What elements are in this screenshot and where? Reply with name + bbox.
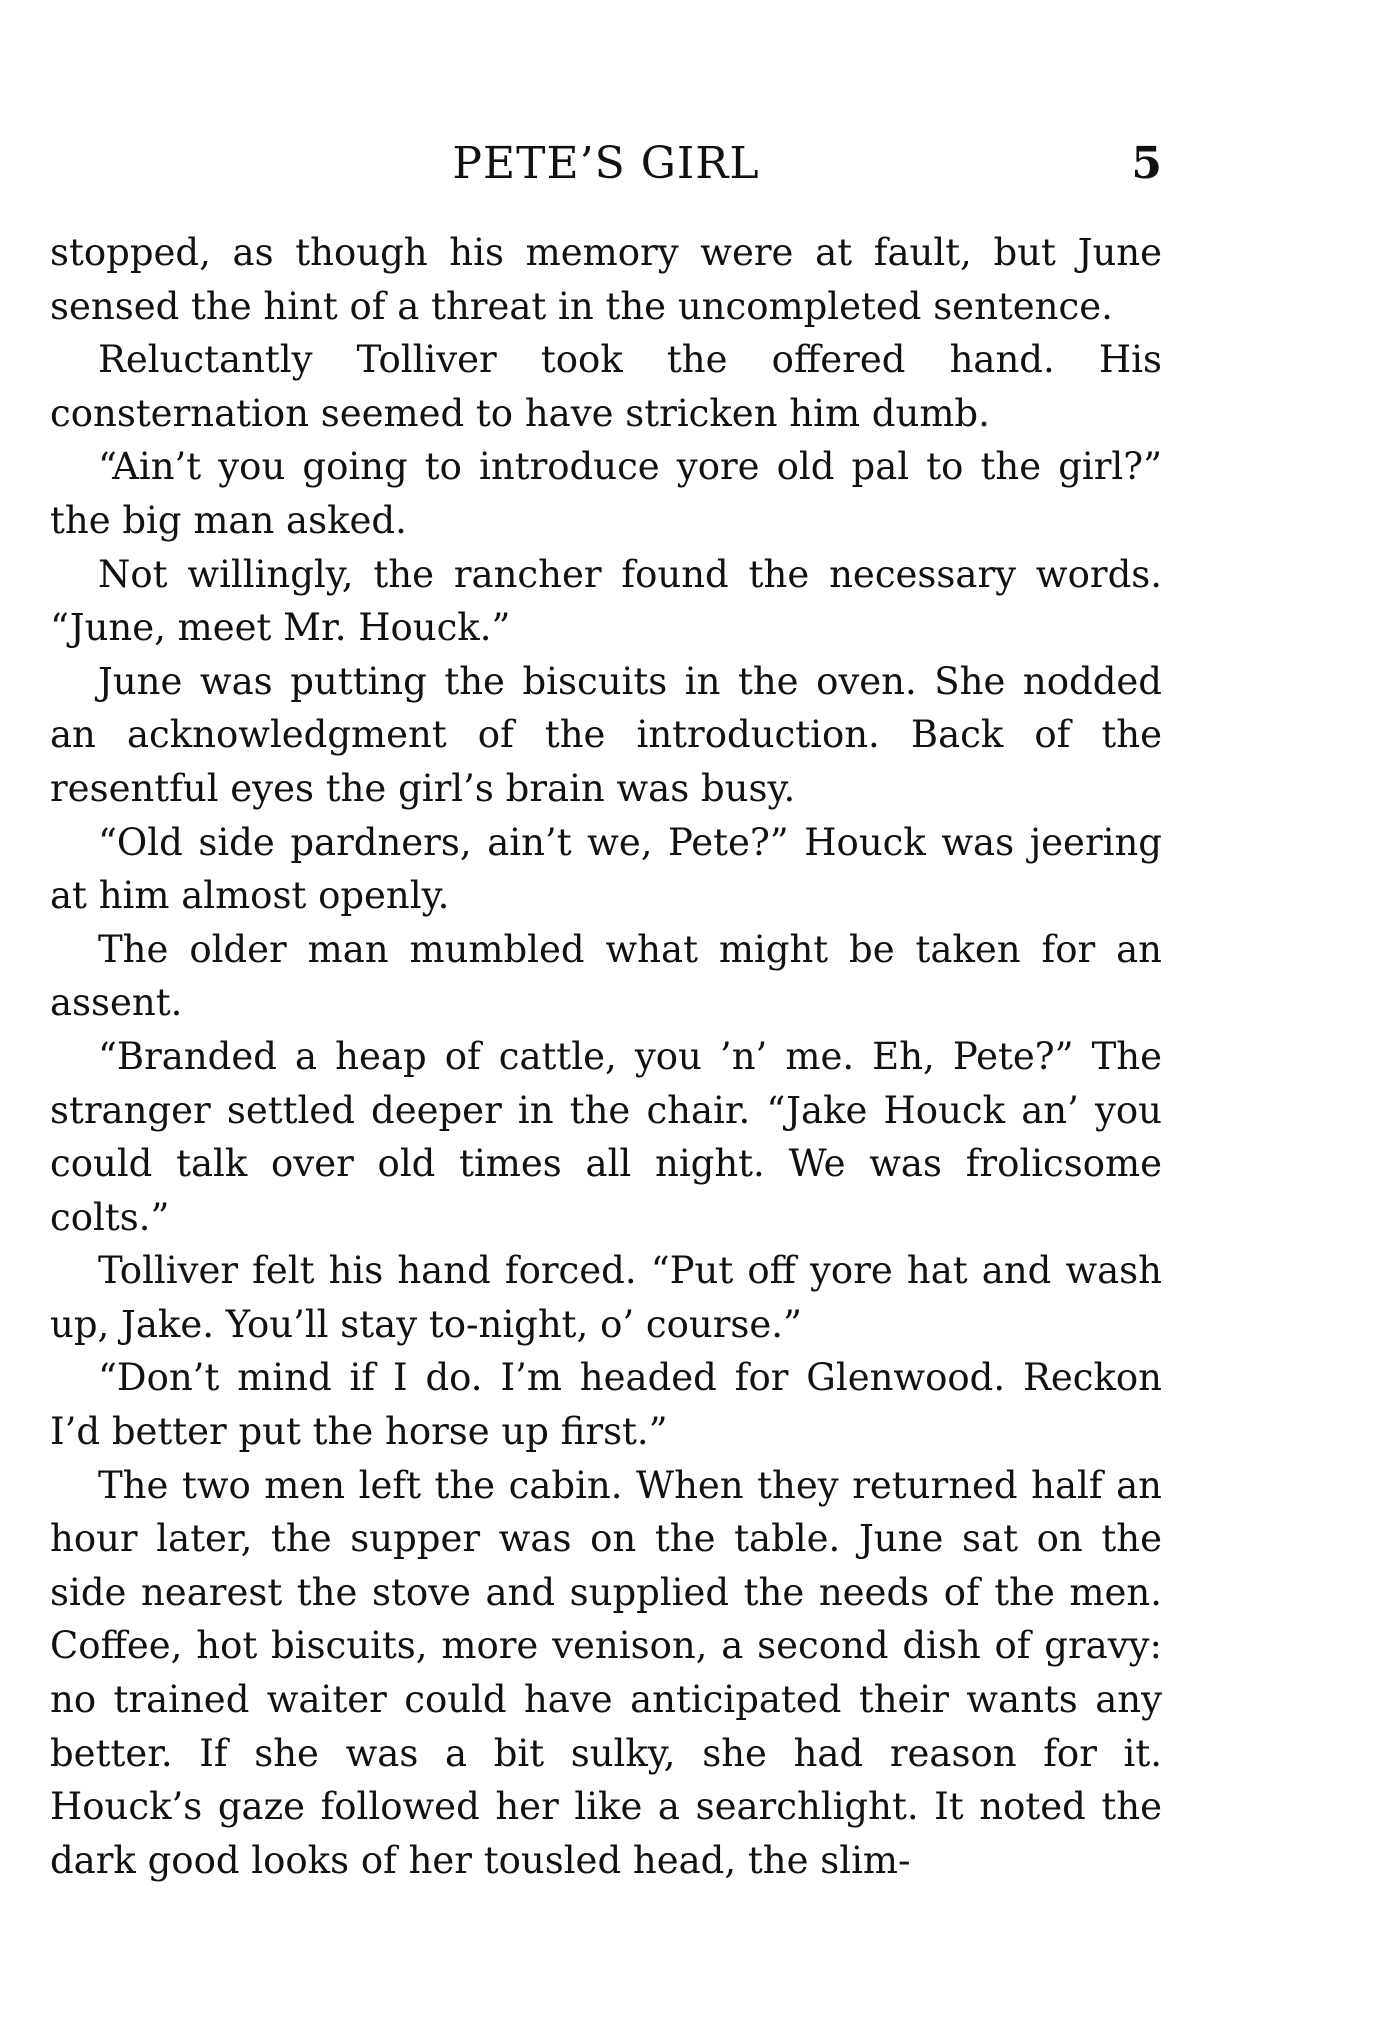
- running-title: PETE’S GIRL: [452, 138, 760, 189]
- paragraph: stopped, as though his memory were at fault, but June sensed the hint of a threat in the uncompleted sentence.: [50, 231, 1162, 328]
- paragraph: “Old side pardners, ain’t we, Pete?” Houck was jeering at him almost openly.: [50, 820, 1162, 918]
- paragraph: Tolliver felt his hand forced. “Put off yore hat and wash up, Jake. You’ll stay to-night, o’ course.”: [50, 1249, 1162, 1346]
- paragraph: The older man mumbled what might be taken for an assent.: [50, 927, 1162, 1025]
- paragraph: “Branded a heap of cattle, you ’n’ me. Eh, Pete?” The stranger settled deeper in the chair. “Jake Houck an’ you could talk over old times all night. We was frolicsome colts.”: [50, 1034, 1162, 1239]
- page-number: 5: [1131, 138, 1162, 189]
- paragraph: Reluctantly Tolliver took the offered hand. His consternation seemed to have stricken him dumb.: [50, 338, 1162, 435]
- paragraph: Not willingly, the rancher found the necessary words. “June, meet Mr. Houck.”: [50, 552, 1162, 650]
- paragraph: “Ain’t you going to introduce yore old pal to the girl?” the big man asked.: [50, 445, 1162, 542]
- paragraph: June was putting the biscuits in the oven. She nodded an acknowledgment of the introduction. Back of the resentful eyes the girl’s brain was busy.: [50, 659, 1162, 810]
- paragraph: The two men left the cabin. When they returned half an hour later, the supper was on the table. June sat on the side nearest the stove and supplied the needs of the men. Coffee, hot biscuits, more venison, a second dish of gravy: no trained waiter could have anticipated their wants any better. If she was a bit sulky, she had reason for it. Houck’s gaze followed her like a searchlight. It noted the dark good looks of her tousled head, the slim-: [50, 1463, 1162, 1882]
- paragraph: “Don’t mind if I do. I’m headed for Glenwood. Reckon I’d better put the horse up first.”: [50, 1356, 1162, 1454]
- running-head: [50, 134, 1162, 194]
- body-text: [50, 226, 1162, 1887]
